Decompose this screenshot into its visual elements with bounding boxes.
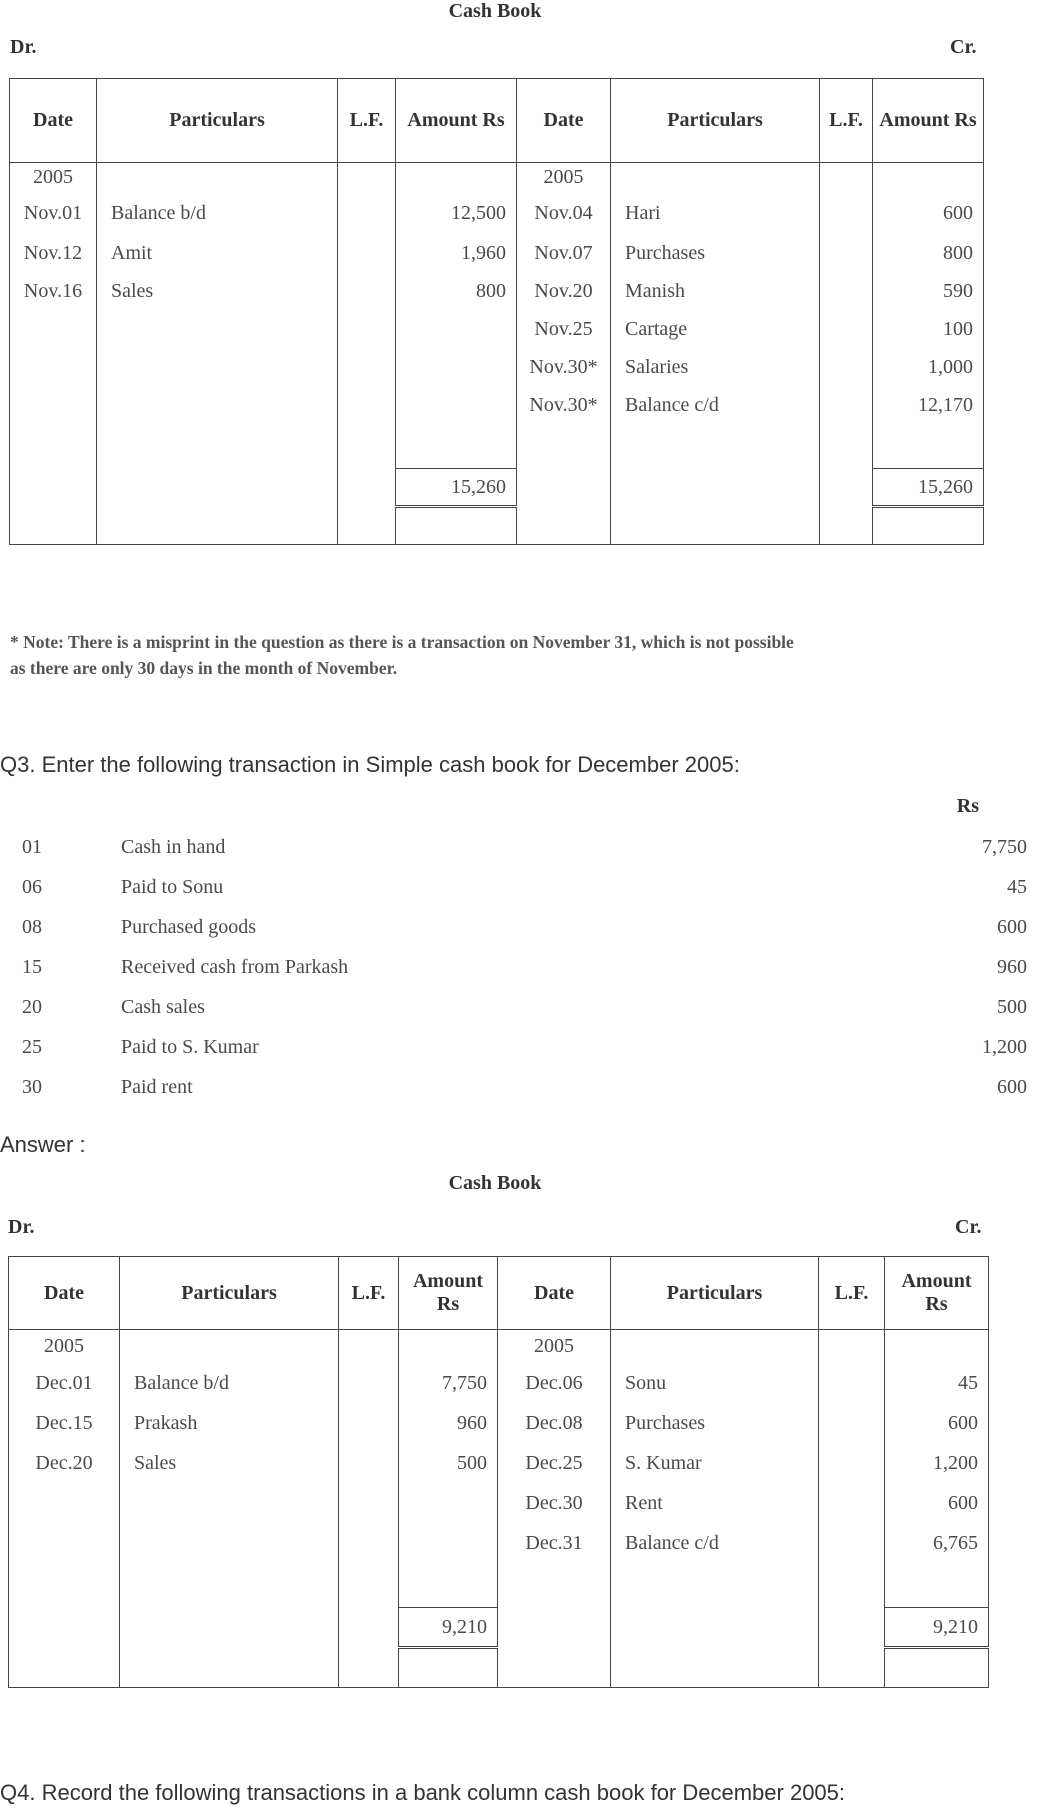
entry-particulars: Purchases: [611, 1404, 819, 1444]
entry-particulars: Prakash: [120, 1404, 339, 1444]
answer-label: Answer :: [0, 1132, 86, 1157]
entry-date: Nov.07: [517, 235, 611, 273]
header-amount-label: Amount: [901, 1270, 972, 1292]
question-3-heading: Q3. Enter the following transaction in Simple cash book for December 2005:: [0, 752, 740, 777]
entry-date: Dec.20: [9, 1444, 120, 1484]
header-amount-left: [399, 1257, 498, 1330]
total-amount-left: 15,260: [396, 469, 517, 507]
entry-particulars: Sales: [120, 1444, 339, 1484]
year-row: [10, 163, 984, 193]
entry-particulars: Sonu: [611, 1364, 819, 1404]
list-item: [0, 910, 1039, 946]
q3-amount: 500: [997, 996, 1027, 1018]
entry-amount: 12,500: [396, 193, 517, 235]
header-amount-right: Amount Rs: [873, 79, 984, 163]
q3-description: Paid rent: [121, 1076, 193, 1098]
list-item: [0, 1070, 1039, 1106]
entry-particulars: Amit: [97, 235, 338, 273]
table-row: [10, 235, 984, 273]
entry-date: Nov.12: [10, 235, 97, 273]
q3-amount: 600: [997, 916, 1027, 938]
entry-date: Dec.15: [9, 1404, 120, 1444]
entry-amount: 6,765: [885, 1524, 989, 1564]
entry-date: Dec.31: [498, 1524, 611, 1564]
entry-amount: 45: [885, 1364, 989, 1404]
entry-amount: 800: [873, 235, 984, 273]
q3-amount: 600: [997, 1076, 1027, 1098]
header-date-left: Date: [9, 1257, 120, 1330]
entry-particulars: Balance b/d: [97, 193, 338, 235]
q3-amount: 45: [1007, 876, 1027, 898]
q3-day: 01: [22, 836, 42, 858]
entry-particulars: Salaries: [611, 349, 820, 387]
header-amount-left: Amount Rs: [396, 79, 517, 163]
entry-date: Nov.30*: [517, 349, 611, 387]
q3-description: Received cash from Parkash: [121, 956, 349, 978]
entry-date: Dec.25: [498, 1444, 611, 1484]
table-row: [9, 1404, 989, 1444]
header-lf-right: L.F.: [819, 1257, 885, 1330]
list-item: [0, 950, 1039, 986]
header-lf-right: L.F.: [820, 79, 873, 163]
table2-dr-label: Dr.: [8, 1216, 35, 1238]
q3-day: 08: [22, 916, 42, 938]
misprint-note-line2: as there are only 30 days in the month of November.: [10, 658, 398, 678]
q3-amount: 960: [997, 956, 1027, 978]
cash-book-table-december: [8, 1256, 989, 1688]
q3-day: 30: [22, 1076, 42, 1098]
entry-date: Dec.30: [498, 1484, 611, 1524]
year-left: 2005: [10, 163, 97, 193]
year-right: 2005: [517, 163, 611, 193]
entry-date: Dec.01: [9, 1364, 120, 1404]
total-amount-left: 9,210: [399, 1608, 498, 1648]
header-date-left: Date: [10, 79, 97, 163]
header-particulars-right: Particulars: [611, 1257, 819, 1330]
entry-amount: 500: [399, 1444, 498, 1484]
entry-amount: 1,200: [885, 1444, 989, 1484]
header-particulars-left: Particulars: [97, 79, 338, 163]
question-4-heading: Q4. Record the following transactions in a bank column cash book for December 2005:: [0, 1780, 846, 1805]
entry-particulars: Balance b/d: [120, 1364, 339, 1404]
entry-amount: 600: [885, 1484, 989, 1524]
table1-cr-label: Cr.: [950, 36, 977, 58]
entry-particulars: Cartage: [611, 311, 820, 349]
entry-date: Nov.01: [10, 193, 97, 235]
year-row: [9, 1330, 989, 1364]
year-right: 2005: [498, 1330, 611, 1364]
header-rs-label: Rs: [436, 1293, 460, 1315]
q3-currency-label: Rs: [956, 795, 979, 817]
q3-amount: 7,750: [982, 836, 1027, 858]
list-item: [0, 990, 1039, 1026]
q3-amount: 1,200: [982, 1036, 1027, 1058]
header-amount-label: Amount: [412, 1270, 483, 1292]
table1-title: Cash Book: [448, 0, 542, 22]
q3-day: 20: [22, 996, 42, 1018]
q3-day: 15: [22, 956, 42, 978]
year-left: 2005: [9, 1330, 120, 1364]
header-date-right: Date: [517, 79, 611, 163]
list-item: [0, 1030, 1039, 1066]
header-particulars-right: Particulars: [611, 79, 820, 163]
table-row: [9, 1364, 989, 1404]
header-particulars-left: Particulars: [120, 1257, 339, 1330]
list-item: [0, 830, 1039, 866]
entry-date: Nov.25: [517, 311, 611, 349]
total-amount-right: 9,210: [885, 1608, 989, 1648]
header-rs-label: Rs: [925, 1293, 948, 1315]
entry-date: Dec.06: [498, 1364, 611, 1404]
entry-date: Nov.04: [517, 193, 611, 235]
header-lf-left: L.F.: [339, 1257, 399, 1330]
entry-amount: 600: [873, 193, 984, 235]
entry-particulars: S. Kumar: [611, 1444, 819, 1484]
table-row: [10, 349, 984, 387]
entry-particulars: Balance c/d: [611, 387, 820, 425]
entry-date: Nov.16: [10, 273, 97, 311]
q3-description: Paid to Sonu: [121, 876, 224, 898]
table-row: [9, 1484, 989, 1524]
q3-description: Cash in hand: [121, 836, 226, 858]
header-row: [9, 1257, 989, 1330]
entry-particulars: Purchases: [611, 235, 820, 273]
entry-amount: 600: [885, 1404, 989, 1444]
misprint-note-line1: * Note: There is a misprint in the question as there is a transaction on November 31, which is not possible: [10, 632, 794, 652]
entry-amount: 1,960: [396, 235, 517, 273]
entry-date: Nov.30*: [517, 387, 611, 425]
entry-particulars: Balance c/d: [611, 1524, 819, 1564]
q3-day: 25: [22, 1036, 42, 1058]
entry-amount: 590: [873, 273, 984, 311]
header-date-right: Date: [498, 1257, 611, 1330]
entry-amount: 800: [396, 273, 517, 311]
header-row: [10, 79, 984, 163]
cash-book-table-november: [9, 78, 984, 545]
entry-amount: 100: [873, 311, 984, 349]
entry-particulars: Manish: [611, 273, 820, 311]
entry-date: Dec.08: [498, 1404, 611, 1444]
table1-dr-label: Dr.: [10, 36, 37, 58]
q3-description: Paid to S. Kumar: [121, 1036, 259, 1058]
entry-particulars: Hari: [611, 193, 820, 235]
total-row: [10, 469, 984, 507]
total-row: [9, 1608, 989, 1648]
q3-day: 06: [22, 876, 42, 898]
entry-amount: 12,170: [873, 387, 984, 425]
entry-date: Nov.20: [517, 273, 611, 311]
table-row: [9, 1444, 989, 1484]
table-row: [10, 273, 984, 311]
table2-title: Cash Book: [448, 1172, 542, 1194]
q3-description: Cash sales: [121, 996, 205, 1018]
total-amount-right: 15,260: [873, 469, 984, 507]
table2-cr-label: Cr.: [955, 1216, 982, 1238]
table-row: [10, 311, 984, 349]
table-row: [9, 1524, 989, 1564]
header-lf-left: L.F.: [338, 79, 396, 163]
table-row: [10, 193, 984, 235]
entry-amount: 7,750: [399, 1364, 498, 1404]
entry-amount: 960: [399, 1404, 498, 1444]
entry-amount: 1,000: [873, 349, 984, 387]
list-item: [0, 870, 1039, 906]
header-amount-right: [885, 1257, 989, 1330]
entry-particulars: Rent: [611, 1484, 819, 1524]
table-row: [10, 387, 984, 425]
entry-particulars: Sales: [97, 273, 338, 311]
q3-description: Purchased goods: [121, 916, 256, 938]
